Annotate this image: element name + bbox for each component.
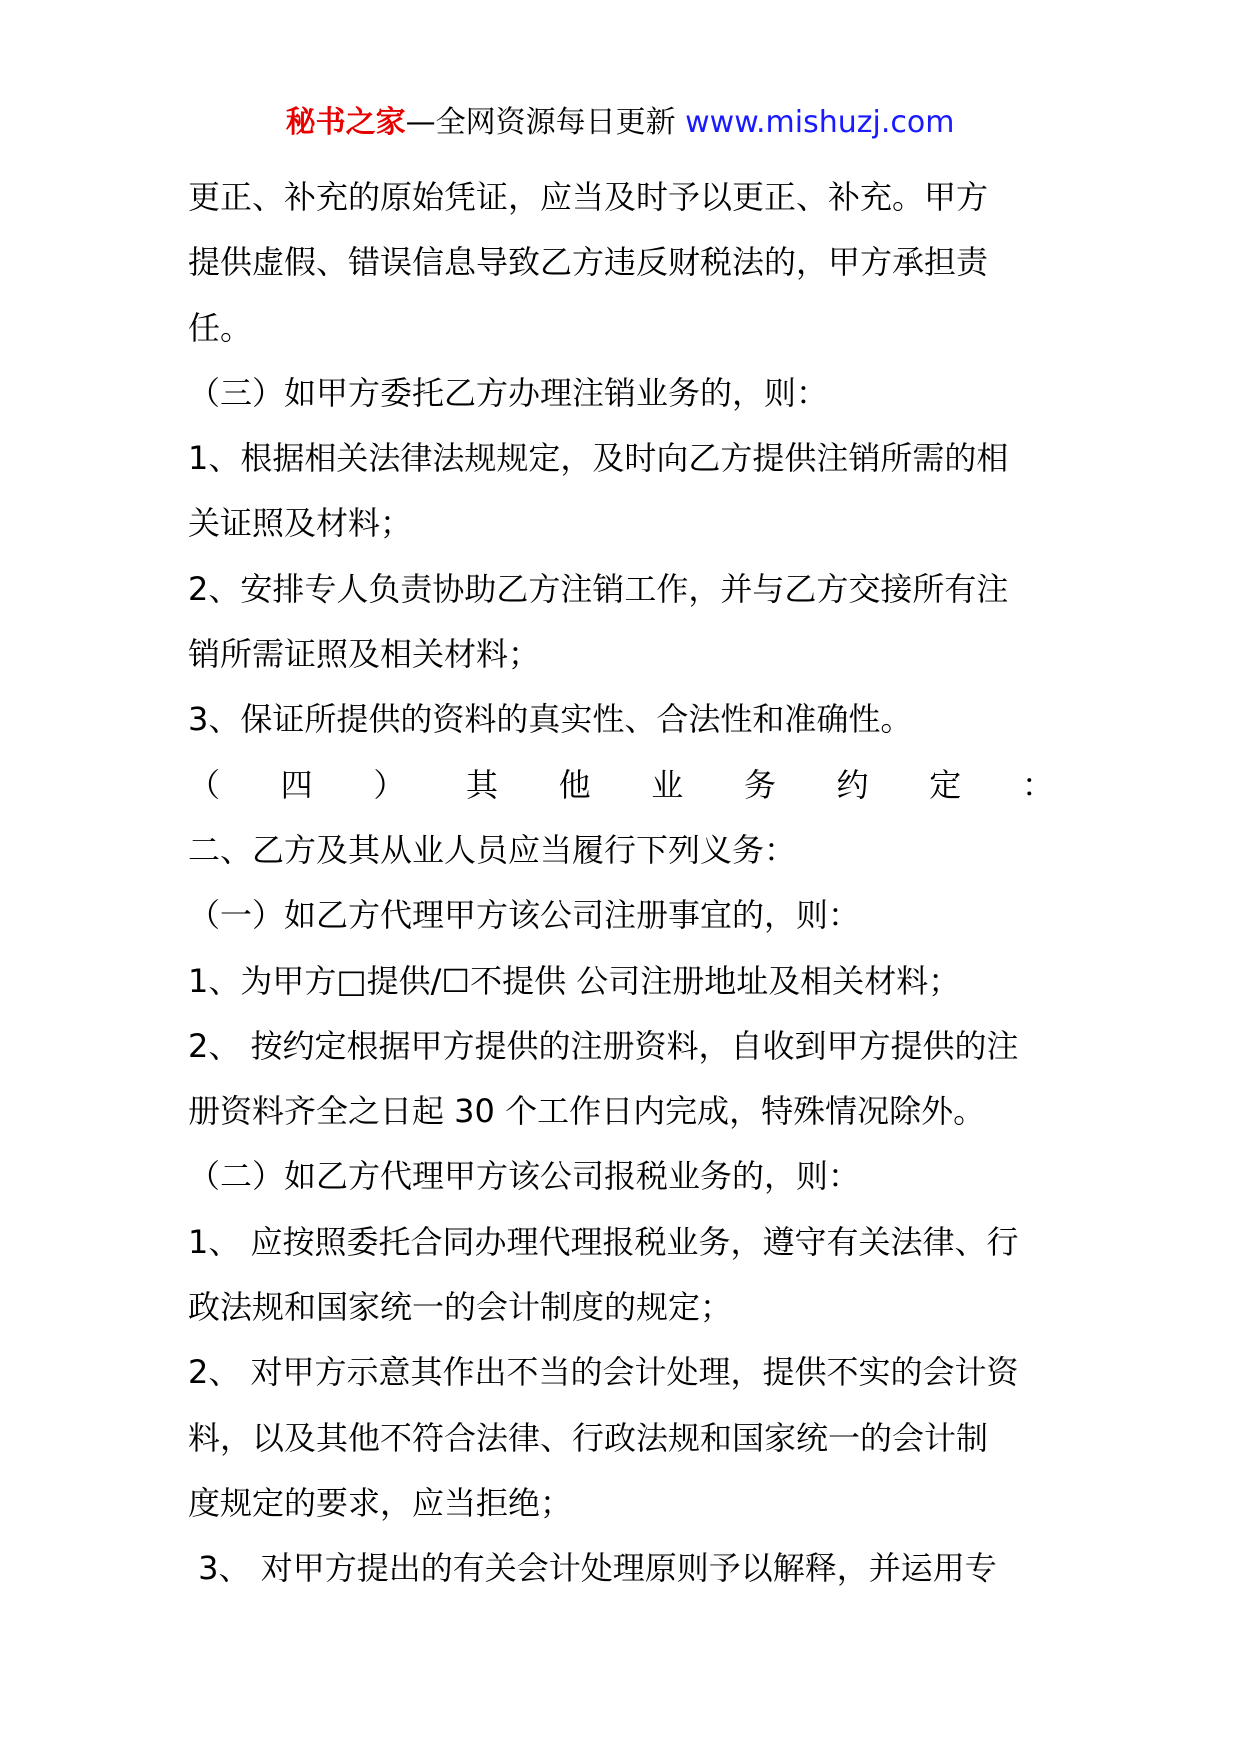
heading-char: 业 bbox=[651, 765, 684, 804]
paragraph-line: 度规定的要求，应当拒绝； bbox=[188, 1483, 573, 1522]
site-header bbox=[0, 100, 1240, 146]
site-brand: 秘书之家 bbox=[285, 105, 406, 140]
paragraph-line: 提供虚假、错误信息导致乙方违反财税法的，甲方承担责 bbox=[188, 243, 989, 282]
heading-char: 其 bbox=[465, 765, 498, 804]
paragraph-line: 2、安排专人负责协助乙方注销工作，并与乙方交接所有注 bbox=[188, 569, 1009, 608]
heading-char: 四 bbox=[280, 765, 313, 804]
paragraph-line: 1、为甲方□提供/☐不提供 公司注册地址及相关材料； bbox=[188, 961, 961, 1000]
site-slogan: —全网资源每日更新 bbox=[405, 105, 686, 140]
heading-char: 定 bbox=[929, 765, 962, 804]
paragraph-line: 政法规和国家统一的会计制度的规定； bbox=[188, 1288, 733, 1327]
paragraph-line: 2、 按约定根据甲方提供的注册资料，自收到甲方提供的注 bbox=[188, 1026, 1019, 1065]
paragraph-line: 3、 对甲方提出的有关会计处理原则予以解释，并运用专 bbox=[188, 1549, 997, 1588]
document-body bbox=[188, 165, 1054, 1602]
heading-char: ） bbox=[373, 765, 406, 804]
paragraph-line: 关证照及材料； bbox=[188, 504, 413, 543]
paragraph-line: 更正、补充的原始凭证，应当及时予以更正、补充。甲方 bbox=[188, 178, 989, 216]
heading-char: 务 bbox=[743, 765, 776, 804]
section-heading-justified bbox=[188, 753, 1054, 818]
heading-char: ： bbox=[1021, 765, 1054, 804]
section-heading: 二、乙方及其从业人员应当履行下列义务： bbox=[188, 830, 797, 869]
paragraph-line: 册资料齐全之日起 30 个工作日内完成，特殊情况除外。 bbox=[188, 1092, 986, 1131]
heading-char: 约 bbox=[836, 765, 869, 804]
heading-char: 他 bbox=[558, 765, 591, 804]
section-heading: （二）如乙方代理甲方该公司报税业务的，则： bbox=[188, 1157, 861, 1196]
paragraph-line: 料，以及其他不符合法律、行政法规和国家统一的会计制 bbox=[188, 1418, 989, 1457]
paragraph-line: 1、 应按照委托合同办理代理报税业务，遵守有关法律、行 bbox=[188, 1222, 1019, 1261]
section-heading: （三）如甲方委托乙方办理注销业务的，则： bbox=[188, 373, 829, 412]
paragraph-line: 3、保证所提供的资料的真实性、合法性和准确性。 bbox=[188, 700, 913, 739]
paragraph-line: 2、 对甲方示意其作出不当的会计处理，提供不实的会计资 bbox=[188, 1353, 1019, 1392]
paragraph-line: 销所需证照及相关材料； bbox=[188, 635, 541, 674]
heading-char: （ bbox=[188, 765, 221, 804]
site-url-link[interactable]: www.mishuzj.com bbox=[685, 105, 955, 140]
paragraph-line: 1、根据相关法律法规规定，及时向乙方提供注销所需的相 bbox=[188, 439, 1009, 478]
section-heading: （一）如乙方代理甲方该公司注册事宜的，则： bbox=[188, 896, 861, 935]
paragraph-line: 任。 bbox=[188, 308, 253, 347]
